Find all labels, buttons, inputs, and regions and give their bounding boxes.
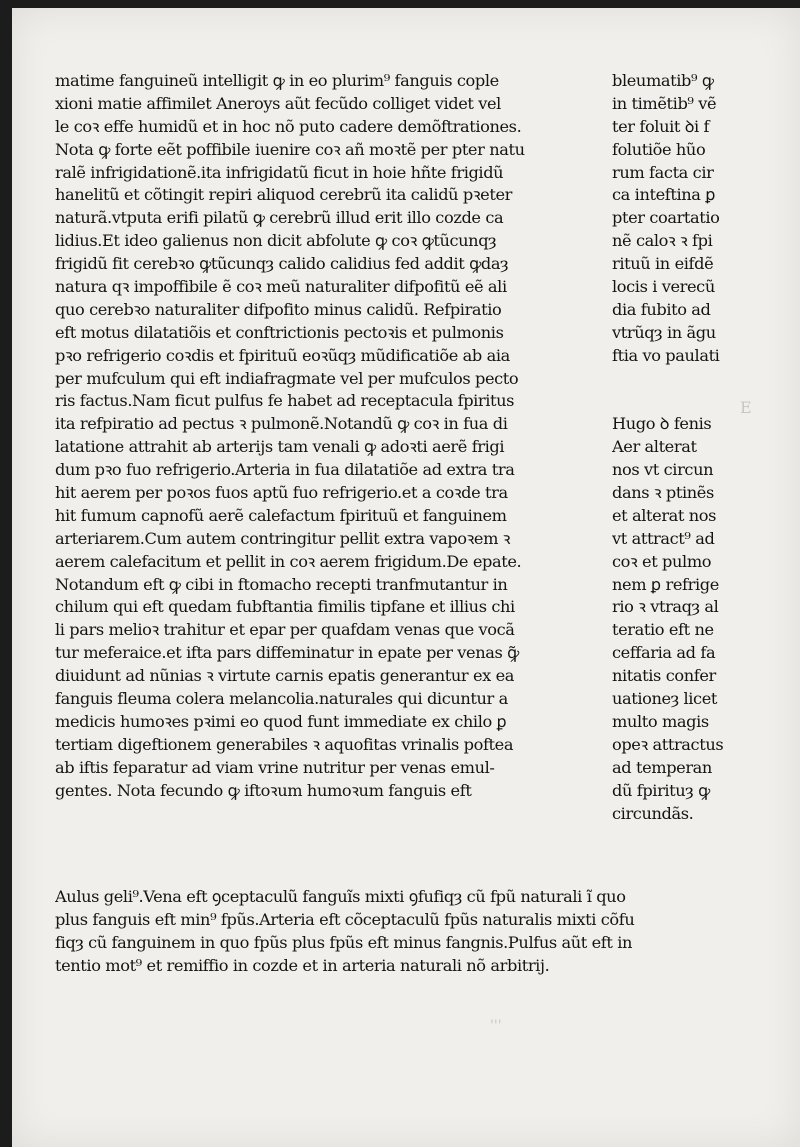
text-line: Hugo ꝺ fenis [612,414,712,434]
text-line: bleumatib⁹ ꝙ [612,71,714,90]
text-line: uationeȝ licet [612,689,718,709]
text-line: fanguis fleuma colera melancolia.naturales qui dicuntur a [55,689,508,709]
text-line: locis i verecũ [612,277,715,297]
text-line: ter foluit ꝺi f [612,116,710,136]
text-line: dia fubito ad [612,299,711,319]
text-line: in timẽtib⁹ vẽ [612,93,717,113]
text-line: Aer alterat [612,437,697,457]
text-line: chilum qui eft quedam fubftantia fimilis tipfane et illius chi [55,597,515,617]
text-line: latatione attrahit ab arterijs tam venali ꝙ adoꝛti aerẽ frigi [55,437,505,457]
text-line: rum facta cir [612,162,714,182]
text-line: ceffaria ad fa [612,643,716,663]
text-line [612,368,782,391]
text-line: ralẽ infrigidationẽ.ita infrigidatũ ficut in hoie hñte frigidũ [55,162,504,182]
text-line: natura qꝛ impoffibile ẽ coꝛ meũ naturaliter difpofitũ eẽ ali [55,277,507,297]
text-line: nem ꝑ refrige [612,574,719,594]
text-line: Nota ꝙ forte eẽt poffibile iuenire coꝛ añ moꝛtẽ per pter natu [55,139,525,159]
text-line: pꝛo refrigerio coꝛdis et fpirituũ eoꝛũqȝ mũdificatiõe ab aia [55,345,510,365]
text-line: plus fanguis eft min⁹ fpũs.Arteria eft cõceptaculũ fpũs naturalis mixti cõfu [55,909,635,929]
text-line: teratio eft ne [612,620,714,640]
text-line: ris factus.Nam ficut pulfus fe habet ad receptacula fpiritus [55,391,515,411]
text-line: lidius.Et ideo galienus non dicit abfolute ꝙ coꝛ ꝙtũcunqȝ [55,231,497,251]
bottom-paragraph [55,886,755,978]
text-line: matime fanguineũ intelligit ꝙ in eo plurim⁹ fanguis cople [55,71,499,90]
text-line: vt attract⁹ ad [612,528,715,548]
text-line: quo cerebꝛo naturaliter difpofito minus calidũ. Refpiratio [55,299,502,319]
text-line: ca inteftina ꝑ [612,185,716,205]
text-line: xioni matie affimilet Aneroys aũt fecũdo colliget videt vel [55,93,501,113]
text-line: coꝛ et pulmo [612,551,712,571]
text-line: li pars melioꝛ trahitur et epar per quafdam venas que vocã [55,620,515,640]
show-through-mark: E [740,398,752,417]
text-line: et alterat nos [612,505,717,525]
text-line: rituũ in eifdẽ [612,254,714,274]
text-line: gentes. Nota fecundo ꝙ iftoꝛum humoꝛum fanguis eft [55,780,472,800]
text-line: circundãs. [612,803,694,823]
text-line: diuidunt ad nũnias ꝛ virtute carnis epatis generantur ex ea [55,666,515,686]
text-line: tur meferaice.et ifta pars diffeminatur in epate per venas ꝙ̃ [55,643,519,663]
text-line: tentio mot⁹ et remiffio in cozde et in arteria naturali nõ arbitrij. [55,955,550,975]
text-line: aerem calefacitum et pellit in coꝛ aerem frigidum.De epate. [55,551,522,571]
text-line: nitatis confer [612,666,716,686]
text-line: hit aerem per poꝛos fuos aptũ fuo refrigerio.et a coꝛde tra [55,483,508,503]
text-line: dans ꝛ ptinẽs [612,483,714,503]
text-line: rio ꝛ vtraqȝ al [612,597,719,617]
text-line: eft motus dilatatiõis et conftrictionis pectoꝛis et pulmonis [55,322,504,342]
text-line: ad temperan [612,757,712,777]
text-line: hit fumum capnofũ aerẽ calefactum fpirituũ et fanguinem [55,505,507,525]
text-line: pter coartatio [612,208,720,228]
text-line: le coꝛ effe humidũ et in hoc nõ puto cadere demõftrationes. [55,116,522,136]
text-line: dũ fpirituȝ ꝙ [612,780,710,800]
text-line: Aulus geli⁹.Vena eft ꝯceptaculũ fanguĩs mixti ꝯfufiqȝ cũ fpũ naturali ĩ quo [55,887,626,906]
text-line: tertiam digeftionem generabiles ꝛ aquofitas vrinalis poftea [55,734,514,754]
text-line: frigidũ fit cerebꝛo ꝙtũcunqȝ calido calidius fed addit ꝙdaȝ [55,254,509,274]
text-line: nos vt circun [612,460,714,480]
margin-text-column [612,70,782,825]
text-line: per mufculum qui eft indiafragmate vel per mufculos pecto [55,368,519,388]
text-line: medicis humoꝛes pꝛimi eo quod funt immediate ex chilo ꝑ [55,711,507,731]
text-line: folutiõe hũo [612,139,706,159]
text-line: fiqȝ cũ fanguinem in quo fpũs plus fpũs eft minus fangnis.Pulfus aũt eft in [55,932,633,952]
text-line: naturã.vtputa erifi pilatũ ꝙ cerebrũ illud erit illo cozde ca [55,208,504,228]
text-line: vtrũqȝ in ãgu [612,322,716,342]
text-line: nẽ caloꝛ ꝛ fpi [612,231,713,251]
text-line: Notandum eft ꝙ cibi in ftomacho recepti tranfmutantur in [55,574,508,594]
main-text-column [55,70,600,803]
text-line: opeꝛ attractus [612,734,724,754]
text-line: hanelitũ et cõtingit repiri aliquod cerebrũ ita calidũ pꝛeter [55,185,512,205]
text-line: ita refpiratio ad pectus ꝛ pulmonẽ.Notandũ ꝙ coꝛ in fua di [55,414,508,434]
text-line: ftia vo paulati [612,345,720,365]
text-line: dum pꝛo fuo refrigerio.Arteria in fua dilatatiõe ad extra tra [55,460,515,480]
text-line: multo magis [612,711,709,731]
text-line [612,390,782,413]
show-through-mark: ''' [490,1018,502,1034]
text-line: ab iftis feparatur ad viam vrine nutritur per venas emul‑ [55,757,495,777]
text-line: arteriarem.Cum autem contringitur pellit extra vapoꝛem ꝛ [55,528,511,548]
